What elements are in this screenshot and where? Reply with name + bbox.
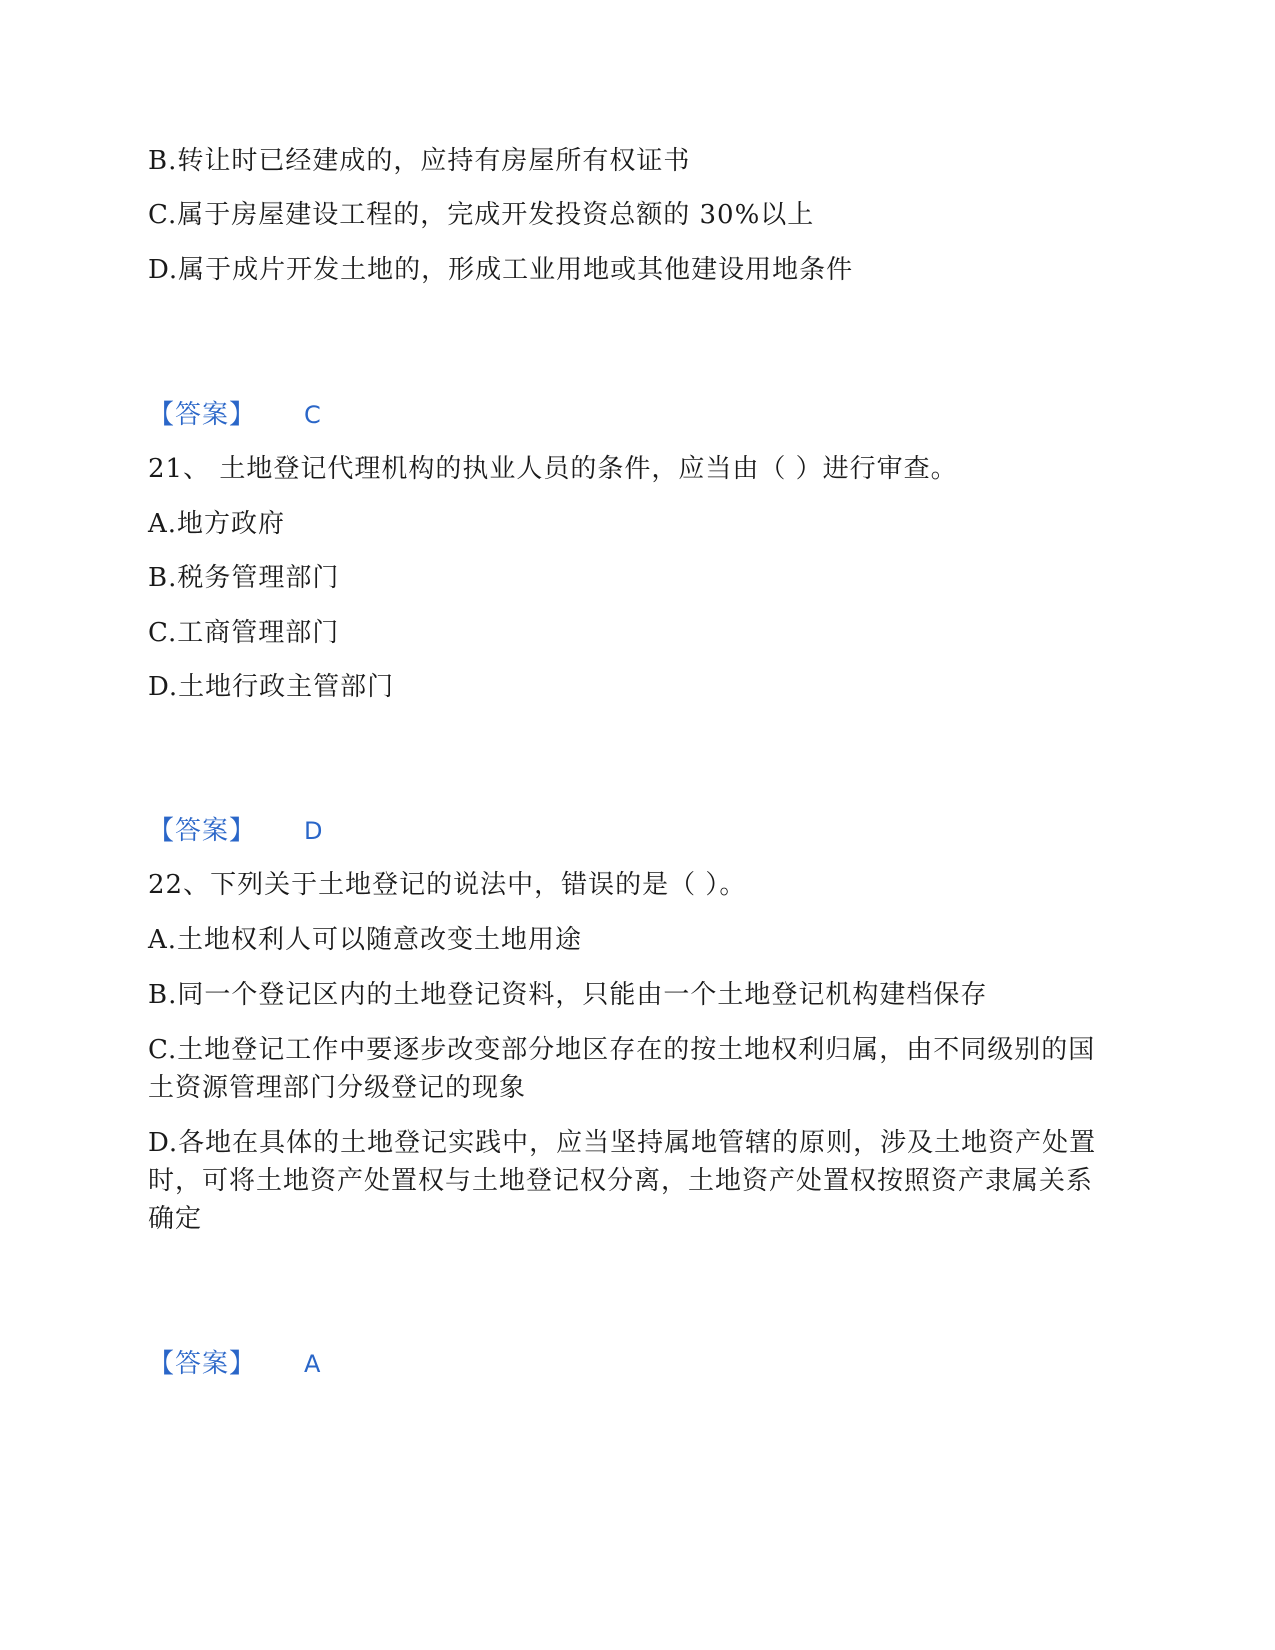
answer-label: 【答案】 bbox=[148, 400, 257, 430]
q22-option-d: D.各地在具体的土地登记实践中，应当坚持属地管辖的原则，涉及土地资产处置时，可将土地资产处置权与土地登记权分离，土地资产处置权按照资产隶属关系确定 bbox=[148, 1128, 1097, 1234]
q22-option-c: C.土地登记工作中要逐步改变部分地区存在的按土地权利归属，由不同级别的国土资源管理部门分级登记的现象 bbox=[148, 1035, 1096, 1103]
q21-option-a: A.地方政府 bbox=[148, 509, 286, 539]
q21-option-c: C.工商管理部门 bbox=[148, 618, 340, 648]
q21-option-b: B.税务管理部门 bbox=[148, 563, 340, 593]
answer-value: A bbox=[304, 1350, 322, 1378]
q20-option-c: C.属于房屋建设工程的，完成开发投资总额的 30%以上 bbox=[148, 200, 815, 230]
answer-label: 【答案】 bbox=[148, 816, 257, 846]
answer-label: 【答案】 bbox=[148, 1349, 257, 1379]
q21-option-d: D.土地行政主管部门 bbox=[148, 672, 395, 702]
q21-answer bbox=[148, 812, 1128, 850]
q22-option-a: A.土地权利人可以随意改变土地用途 bbox=[148, 925, 583, 955]
q21-stem: 21、 土地登记代理机构的执业人员的条件，应当由（ ）进行审查。 bbox=[148, 454, 958, 484]
answer-value: C bbox=[304, 401, 322, 429]
q22-option-b: B.同一个登记区内的土地登记资料，只能由一个土地登记机构建档保存 bbox=[148, 980, 988, 1010]
q22-answer bbox=[148, 1345, 1128, 1383]
answer-value: D bbox=[304, 817, 324, 845]
q20-answer bbox=[148, 396, 1128, 434]
q22-stem: 22、下列关于土地登记的说法中，错误的是（ ）。 bbox=[148, 870, 747, 900]
q20-option-b: B.转让时已经建成的，应持有房屋所有权证书 bbox=[148, 146, 691, 176]
q20-option-d: D.属于成片开发土地的，形成工业用地或其他建设用地条件 bbox=[148, 255, 854, 285]
